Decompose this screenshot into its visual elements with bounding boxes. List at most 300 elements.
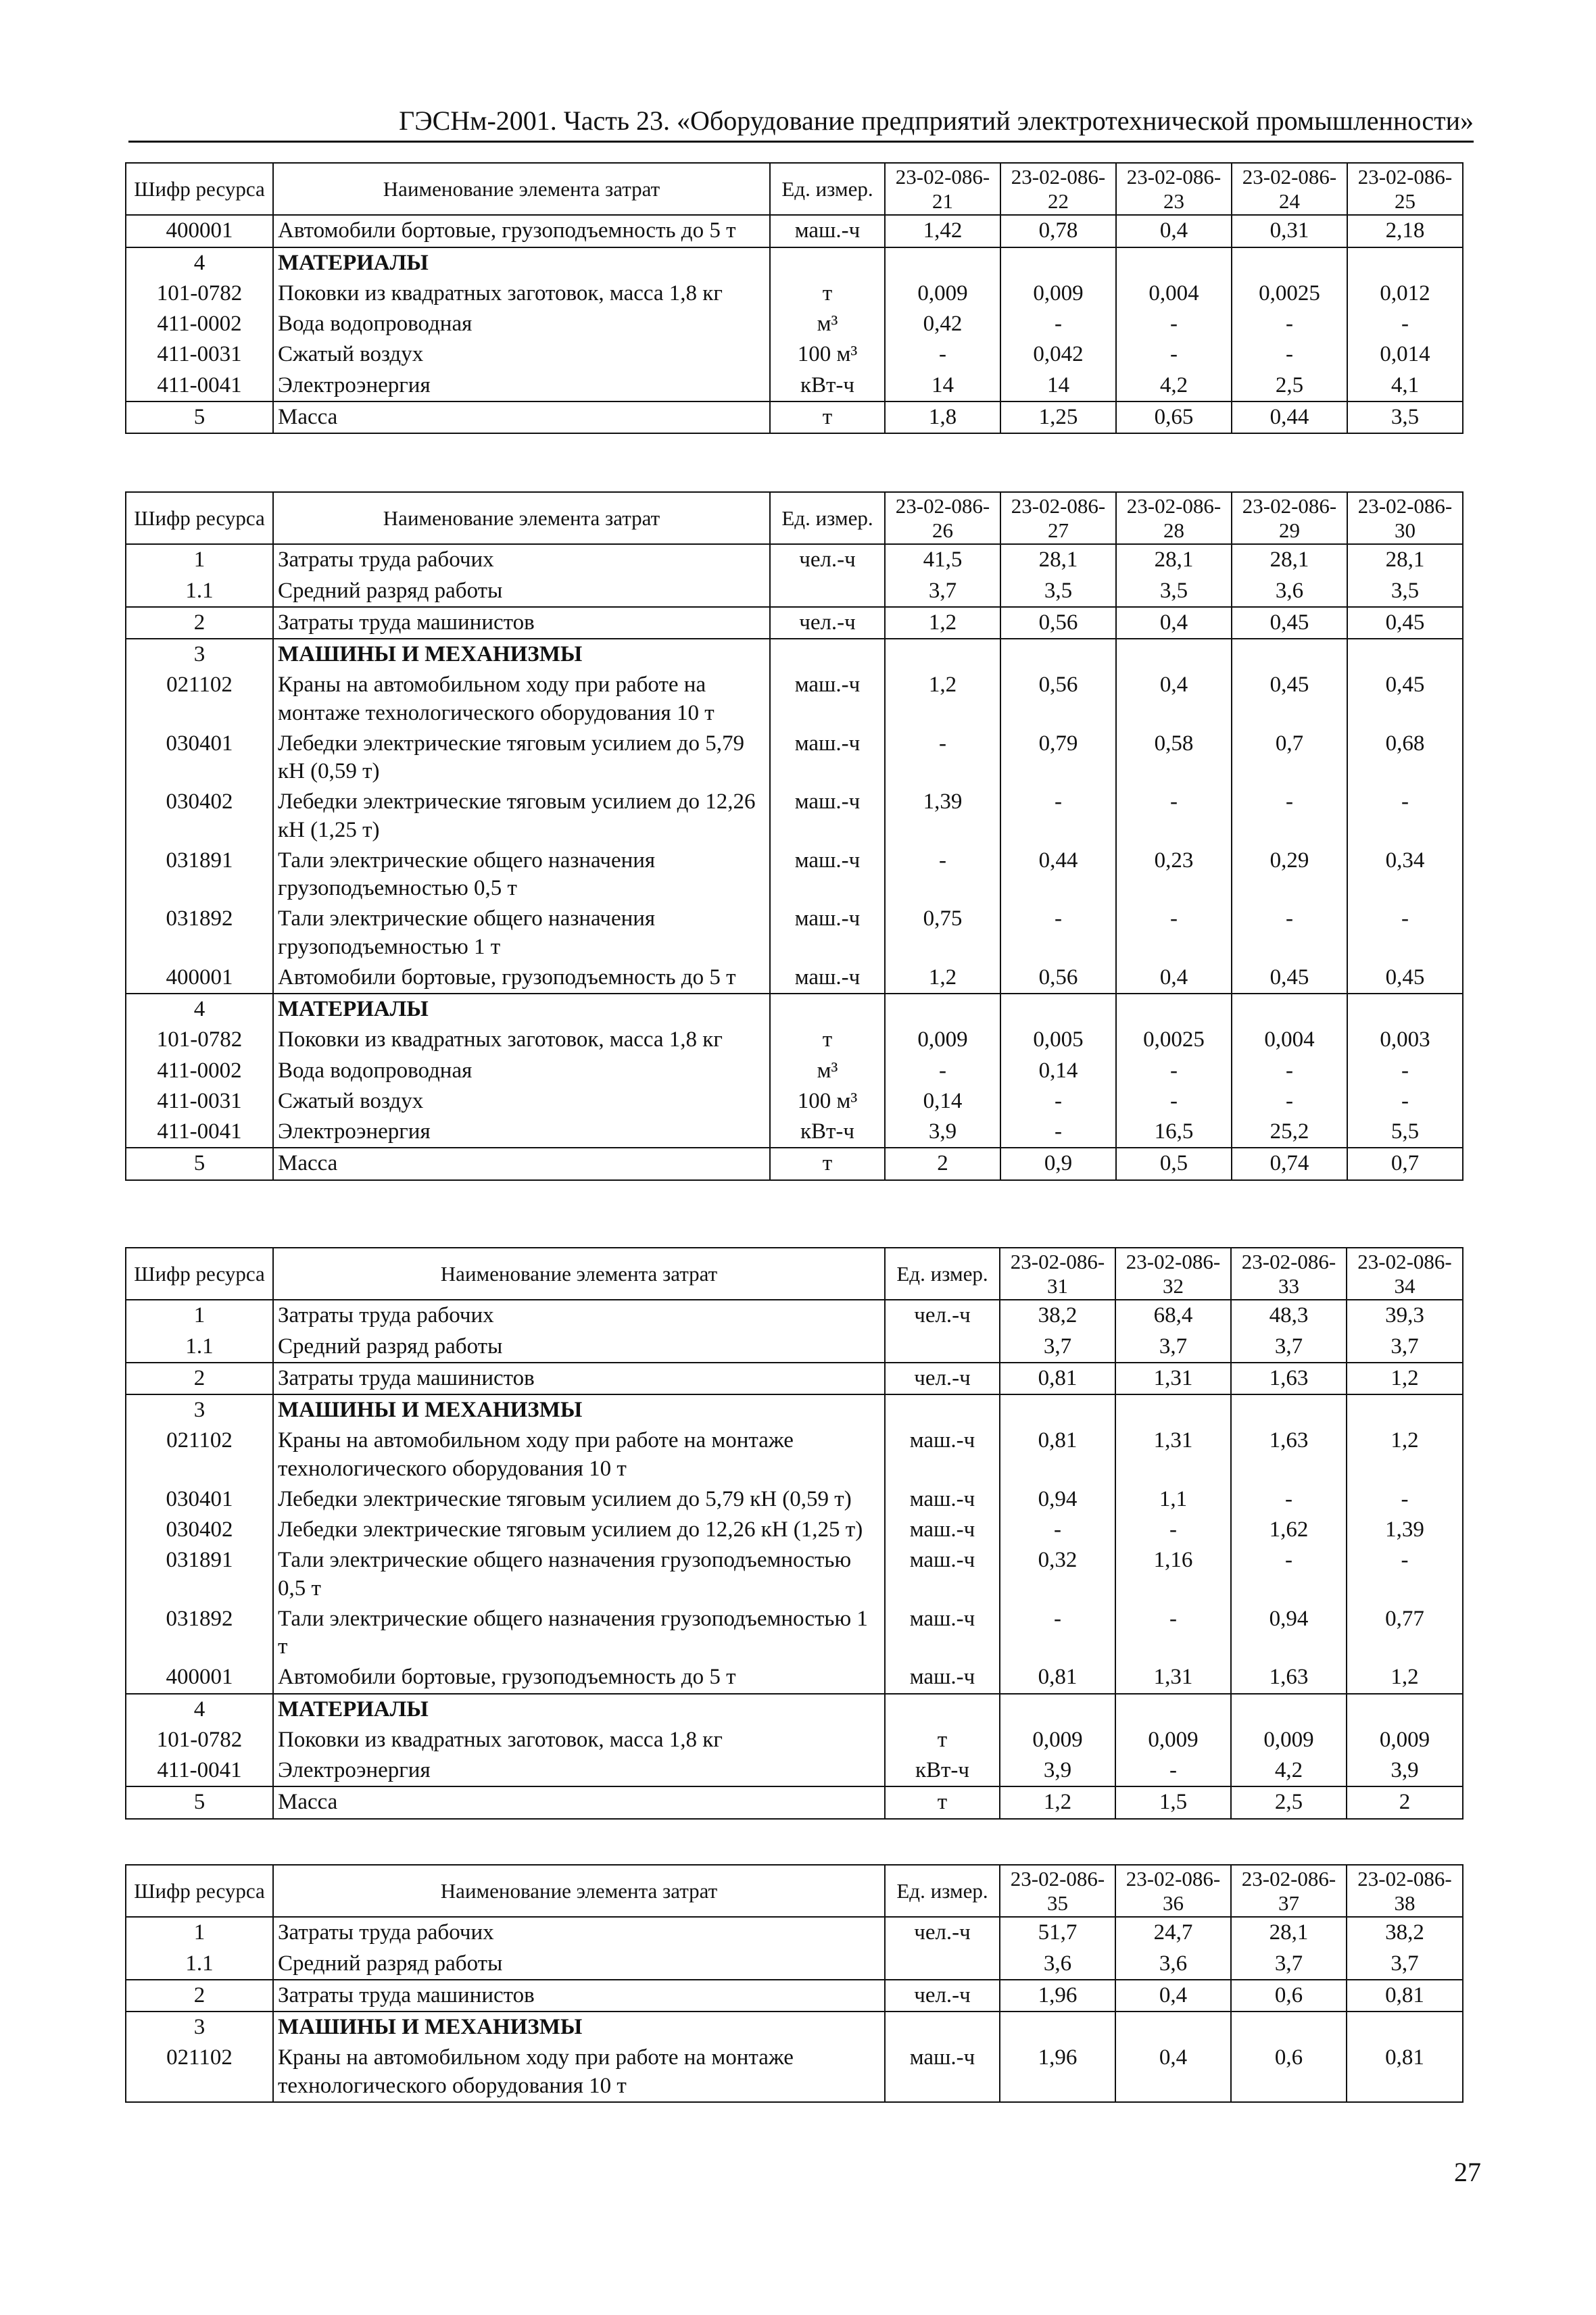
cell-unit: т <box>885 1786 1000 1818</box>
cell-value: 51,7 <box>1000 1917 1115 1948</box>
table-row <box>126 1425 1463 1484</box>
cell-value: 1,62 <box>1231 1515 1347 1545</box>
cell-value: 3,7 <box>1231 1332 1347 1363</box>
cell-value: - <box>1000 1515 1115 1545</box>
cell-value <box>1232 994 1347 1025</box>
cell-value <box>1115 1694 1231 1725</box>
cell-unit: маш.-ч <box>885 1425 1000 1484</box>
cell-value: 0,77 <box>1347 1604 1463 1663</box>
cell-code: 400001 <box>126 1662 273 1693</box>
cell-code: 411-0002 <box>126 1056 273 1086</box>
cell-code: 031892 <box>126 904 273 962</box>
cell-value: 1,63 <box>1231 1363 1347 1394</box>
cell-name: Автомобили бортовые, грузоподъемность до 5 т <box>273 215 770 247</box>
cell-value: 1,2 <box>1347 1425 1463 1484</box>
cell-unit <box>885 2012 1000 2043</box>
cell-value <box>1116 994 1232 1025</box>
cell-code: 1.1 <box>126 1332 273 1363</box>
table-row <box>126 1949 1463 1980</box>
cell-code: 411-0041 <box>126 1755 273 1786</box>
cell-value: - <box>1347 1056 1463 1086</box>
cell-value: 0,009 <box>1000 1725 1115 1755</box>
cell-name: Электроэнергия <box>273 1117 770 1148</box>
cell-value: 0,45 <box>1232 670 1347 729</box>
cell-code: 031891 <box>126 1545 273 1604</box>
cell-name: Затраты труда рабочих <box>273 1917 885 1948</box>
cell-unit: маш.-ч <box>770 729 885 787</box>
cell-value: 0,004 <box>1232 1025 1347 1055</box>
cell-value <box>1000 2012 1115 2043</box>
cell-value: - <box>885 846 1000 904</box>
table-row <box>126 339 1463 370</box>
cell-value: 0,003 <box>1347 1025 1463 1055</box>
cell-value: - <box>1347 1086 1463 1117</box>
table-row <box>126 1394 1463 1425</box>
cell-unit: маш.-ч <box>770 787 885 846</box>
cell-value: - <box>1116 1056 1232 1086</box>
cell-value: 1,39 <box>885 787 1000 846</box>
cell-value: 1,96 <box>1000 1980 1115 2012</box>
cell-code: 400001 <box>126 962 273 994</box>
cell-value: 0,0025 <box>1232 278 1347 309</box>
cell-code: 3 <box>126 639 273 670</box>
cell-name: Масса <box>273 401 770 433</box>
cell-value: 0,45 <box>1347 962 1463 994</box>
cell-name: Поковки из квадратных заготовок, масса 1,8 кг <box>273 278 770 309</box>
table-row <box>126 401 1463 433</box>
cell-code: 5 <box>126 1786 273 1818</box>
cell-value: - <box>1116 1086 1232 1117</box>
header-unit: Ед. измер. <box>885 1248 1000 1300</box>
cell-name: Лебедки электрические тяговым усилием до 12,26 кН (1,25 т) <box>273 787 770 846</box>
table-row <box>126 1148 1463 1179</box>
cell-name: Тали электрические общего назначения грузоподъемностью 1 т <box>273 1604 885 1663</box>
cell-code: 5 <box>126 401 273 433</box>
cell-value: - <box>1000 1086 1116 1117</box>
cell-name: Тали электрические общего назначения грузоподъемностью 1 т <box>273 904 770 962</box>
cell-value: 4,2 <box>1116 370 1232 401</box>
cell-name: МАТЕРИАЛЫ <box>273 247 770 278</box>
header-unit: Ед. измер. <box>885 1865 1000 1917</box>
cell-value: 1,5 <box>1115 1786 1231 1818</box>
cell-value <box>1347 639 1463 670</box>
cell-code: 411-0002 <box>126 309 273 339</box>
cell-value: 16,5 <box>1116 1117 1232 1148</box>
header-norm-code: 23-02-086-34 <box>1347 1248 1463 1300</box>
cell-code: 2 <box>126 1980 273 2012</box>
cell-name: Тали электрические общего назначения грузоподъемностью 0,5 т <box>273 1545 885 1604</box>
cell-code: 411-0031 <box>126 1086 273 1117</box>
cell-value: 0,81 <box>1000 1662 1115 1693</box>
cell-code: 4 <box>126 247 273 278</box>
cell-unit: чел.-ч <box>885 1363 1000 1394</box>
cell-value: 1,1 <box>1115 1484 1231 1515</box>
cell-value <box>1000 1694 1115 1725</box>
cell-name: Поковки из квадратных заготовок, масса 1,8 кг <box>273 1025 770 1055</box>
cell-value: 1,39 <box>1347 1515 1463 1545</box>
cell-unit: кВт-ч <box>770 370 885 401</box>
cell-value <box>1000 1394 1115 1425</box>
cell-value: 14 <box>885 370 1000 401</box>
cell-name: МАШИНЫ И МЕХАНИЗМЫ <box>273 639 770 670</box>
cell-code: 021102 <box>126 670 273 729</box>
cell-value: 1,2 <box>885 962 1000 994</box>
cell-name: Средний разряд работы <box>273 1949 885 1980</box>
cell-code: 3 <box>126 1394 273 1425</box>
cell-value: - <box>885 339 1000 370</box>
cell-unit: маш.-ч <box>770 215 885 247</box>
cell-value: 28,1 <box>1232 544 1347 575</box>
cell-name: Сжатый воздух <box>273 1086 770 1117</box>
cell-name: Затраты труда машинистов <box>273 607 770 639</box>
cell-value <box>1116 247 1232 278</box>
cell-value: - <box>1232 309 1347 339</box>
cell-value <box>885 247 1000 278</box>
cell-value: - <box>1232 1086 1347 1117</box>
cell-value: 14 <box>1000 370 1116 401</box>
table-row <box>126 1515 1463 1545</box>
cell-value: 0,005 <box>1000 1025 1116 1055</box>
cell-value: - <box>1116 904 1232 962</box>
cell-code: 4 <box>126 1694 273 1725</box>
table-header-row <box>126 492 1463 544</box>
cell-name: Затраты труда рабочих <box>273 1300 885 1331</box>
cell-code: 1.1 <box>126 576 273 607</box>
header-norm-code: 23-02-086-37 <box>1231 1865 1347 1917</box>
cell-code: 021102 <box>126 1425 273 1484</box>
cell-value: 25,2 <box>1232 1117 1347 1148</box>
cell-value: - <box>1116 339 1232 370</box>
cell-code: 2 <box>126 607 273 639</box>
cell-value: 0,74 <box>1232 1148 1347 1179</box>
cell-code: 1 <box>126 544 273 575</box>
table-row <box>126 670 1463 729</box>
cell-value: 3,7 <box>885 576 1000 607</box>
cell-value: 0,4 <box>1116 670 1232 729</box>
cell-value: - <box>1115 1755 1231 1786</box>
cell-value: 0,58 <box>1116 729 1232 787</box>
header-norm-code: 23-02-086-30 <box>1347 492 1463 544</box>
header-norm-code: 23-02-086-27 <box>1000 492 1116 544</box>
cell-name: МАШИНЫ И МЕХАНИЗМЫ <box>273 1394 885 1425</box>
cell-code: 101-0782 <box>126 278 273 309</box>
header-norm-code: 23-02-086-22 <box>1000 163 1116 215</box>
cell-value: 0,23 <box>1116 846 1232 904</box>
cell-value: - <box>1231 1545 1347 1604</box>
cell-code: 3 <box>126 2012 273 2043</box>
cell-value <box>1347 247 1463 278</box>
table-row <box>126 1545 1463 1604</box>
cell-value: 0,4 <box>1116 607 1232 639</box>
header-code: Шифр ресурса <box>126 1865 273 1917</box>
header-name: Наименование элемента затрат <box>273 163 770 215</box>
header-unit: Ед. измер. <box>770 492 885 544</box>
table-row <box>126 1117 1463 1148</box>
table-row <box>126 576 1463 607</box>
cell-value <box>885 994 1000 1025</box>
cell-unit <box>885 1949 1000 1980</box>
cell-name: Масса <box>273 1148 770 1179</box>
cell-name: Поковки из квадратных заготовок, масса 1,8 кг <box>273 1725 885 1755</box>
cell-value: 3,7 <box>1000 1332 1115 1363</box>
cell-value: 3,7 <box>1347 1949 1463 1980</box>
cell-unit: маш.-ч <box>770 962 885 994</box>
cell-value <box>1232 247 1347 278</box>
cell-value: 0,81 <box>1000 1363 1115 1394</box>
cell-value <box>1231 1394 1347 1425</box>
cell-value: - <box>885 1056 1000 1086</box>
cell-value: 0,31 <box>1232 215 1347 247</box>
cell-value: 68,4 <box>1115 1300 1231 1331</box>
table-row <box>126 1725 1463 1755</box>
cell-unit <box>770 994 885 1025</box>
cell-name: Масса <box>273 1786 885 1818</box>
cell-name: Тали электрические общего назначения грузоподъемностью 0,5 т <box>273 846 770 904</box>
cell-unit: маш.-ч <box>885 2043 1000 2102</box>
cell-code: 030401 <box>126 729 273 787</box>
cell-value: - <box>1232 1056 1347 1086</box>
cell-unit <box>885 1694 1000 1725</box>
cell-name: Вода водопроводная <box>273 1056 770 1086</box>
cell-value: 0,45 <box>1232 962 1347 994</box>
cell-unit: маш.-ч <box>770 904 885 962</box>
cell-value: 2,5 <box>1232 370 1347 401</box>
table-row <box>126 309 1463 339</box>
cell-name: Автомобили бортовые, грузоподъемность до 5 т <box>273 962 770 994</box>
cell-value: 0,56 <box>1000 670 1116 729</box>
cell-value: 2,5 <box>1231 1786 1347 1818</box>
cell-code: 1.1 <box>126 1949 273 1980</box>
cell-value: 1,16 <box>1115 1545 1231 1604</box>
cell-unit: т <box>885 1725 1000 1755</box>
cell-value: 39,3 <box>1347 1300 1463 1331</box>
table-row <box>126 846 1463 904</box>
cell-value: 1,31 <box>1115 1363 1231 1394</box>
header-norm-code: 23-02-086-29 <box>1232 492 1347 544</box>
cell-unit: маш.-ч <box>770 846 885 904</box>
cell-value: 1,63 <box>1231 1662 1347 1693</box>
page-header: ГЭСНм-2001. Часть 23. «Оборудование предприятий электротехнической промышленности» <box>128 105 1474 143</box>
cell-name: Краны на автомобильном ходу при работе на монтаже технологического оборудования 10 т <box>273 2043 885 2102</box>
cell-value: - <box>1116 787 1232 846</box>
cell-value <box>1000 247 1116 278</box>
cell-value: 1,2 <box>1347 1662 1463 1693</box>
page-number: 27 <box>1454 2157 1481 2187</box>
cell-value: - <box>1347 787 1463 846</box>
cell-unit: маш.-ч <box>885 1515 1000 1545</box>
cell-unit: т <box>770 278 885 309</box>
table-header-row <box>126 1248 1463 1300</box>
cell-name: Краны на автомобильном ходу при работе на монтаже технологического оборудования 10 т <box>273 670 770 729</box>
cell-value: 1,25 <box>1000 401 1116 433</box>
table-header-row <box>126 163 1463 215</box>
cell-value: - <box>1347 1545 1463 1604</box>
table-row <box>126 1056 1463 1086</box>
cell-code: 1 <box>126 1300 273 1331</box>
cell-value: - <box>1000 787 1116 846</box>
cell-value <box>1115 2012 1231 2043</box>
header-name: Наименование элемента затрат <box>273 492 770 544</box>
cell-value: 2,18 <box>1347 215 1463 247</box>
cell-value: - <box>1116 309 1232 339</box>
table-row <box>126 2012 1463 2043</box>
cell-name: Краны на автомобильном ходу при работе на монтаже технологического оборудования 10 т <box>273 1425 885 1484</box>
cell-unit: чел.-ч <box>885 1917 1000 1948</box>
cell-value <box>1347 1394 1463 1425</box>
cell-value: 3,6 <box>1000 1949 1115 1980</box>
cell-value: 3,6 <box>1232 576 1347 607</box>
header-norm-code: 23-02-086-38 <box>1347 1865 1463 1917</box>
cell-value: 0,79 <box>1000 729 1116 787</box>
cell-value: 3,7 <box>1115 1332 1231 1363</box>
norms-table-1 <box>125 162 1464 434</box>
cell-value: 0,014 <box>1347 339 1463 370</box>
header-code: Шифр ресурса <box>126 492 273 544</box>
cell-code: 4 <box>126 994 273 1025</box>
cell-value: 3,9 <box>1347 1755 1463 1786</box>
cell-value: 0,81 <box>1347 2043 1463 2102</box>
table-row <box>126 1980 1463 2012</box>
norms-table-4 <box>125 1864 1464 2103</box>
cell-value <box>1116 639 1232 670</box>
cell-value: 0,4 <box>1115 2043 1231 2102</box>
cell-code: 411-0041 <box>126 1117 273 1148</box>
cell-value <box>1231 1694 1347 1725</box>
cell-value: 3,7 <box>1347 1332 1463 1363</box>
cell-value: - <box>1231 1484 1347 1515</box>
cell-value: 0,32 <box>1000 1545 1115 1604</box>
cell-code: 1 <box>126 1917 273 1948</box>
cell-unit: т <box>770 1148 885 1179</box>
header-norm-code: 23-02-086-31 <box>1000 1248 1115 1300</box>
cell-value: 0,29 <box>1232 846 1347 904</box>
cell-code: 400001 <box>126 215 273 247</box>
cell-value: 0,009 <box>1347 1725 1463 1755</box>
table-row <box>126 1755 1463 1786</box>
cell-unit: маш.-ч <box>885 1604 1000 1663</box>
table-row <box>126 1363 1463 1394</box>
cell-value: 0,45 <box>1347 670 1463 729</box>
cell-value: 4,1 <box>1347 370 1463 401</box>
cell-value: 0,14 <box>1000 1056 1116 1086</box>
cell-value: 0,4 <box>1116 962 1232 994</box>
cell-unit: маш.-ч <box>885 1484 1000 1515</box>
cell-value: 0,009 <box>885 278 1000 309</box>
cell-value: 2 <box>885 1148 1000 1179</box>
table-row <box>126 607 1463 639</box>
cell-value: 28,1 <box>1116 544 1232 575</box>
cell-value: 0,75 <box>885 904 1000 962</box>
cell-value: 0,34 <box>1347 846 1463 904</box>
cell-value: 1,31 <box>1115 1425 1231 1484</box>
cell-name: Затраты труда рабочих <box>273 544 770 575</box>
cell-value: 3,5 <box>1347 576 1463 607</box>
cell-unit: т <box>770 1025 885 1055</box>
cell-value: - <box>1000 1117 1116 1148</box>
cell-value: 0,009 <box>1231 1725 1347 1755</box>
cell-value: 1,63 <box>1231 1425 1347 1484</box>
cell-name: Затраты труда машинистов <box>273 1363 885 1394</box>
cell-value: 5,5 <box>1347 1117 1463 1148</box>
table-row <box>126 215 1463 247</box>
cell-code: 411-0031 <box>126 339 273 370</box>
header-name: Наименование элемента затрат <box>273 1248 885 1300</box>
cell-name: Средний разряд работы <box>273 576 770 607</box>
table-row <box>126 1786 1463 1818</box>
cell-value: 1,2 <box>1347 1363 1463 1394</box>
table-row <box>126 639 1463 670</box>
cell-value: 1,31 <box>1115 1662 1231 1693</box>
cell-value <box>1000 994 1116 1025</box>
table-row <box>126 1484 1463 1515</box>
cell-value: 28,1 <box>1347 544 1463 575</box>
header-norm-code: 23-02-086-24 <box>1232 163 1347 215</box>
header-code: Шифр ресурса <box>126 1248 273 1300</box>
cell-unit: маш.-ч <box>770 670 885 729</box>
cell-name: Средний разряд работы <box>273 1332 885 1363</box>
cell-value: - <box>1347 309 1463 339</box>
cell-name: Лебедки электрические тяговым усилием до 12,26 кН (1,25 т) <box>273 1515 885 1545</box>
cell-unit: чел.-ч <box>885 1300 1000 1331</box>
table-row <box>126 1604 1463 1663</box>
cell-value: - <box>1232 787 1347 846</box>
cell-value: 0,6 <box>1231 2043 1347 2102</box>
header-norm-code: 23-02-086-36 <box>1115 1865 1231 1917</box>
cell-code: 2 <box>126 1363 273 1394</box>
table-row <box>126 904 1463 962</box>
cell-unit: маш.-ч <box>885 1662 1000 1693</box>
cell-name: Затраты труда машинистов <box>273 1980 885 2012</box>
header-name: Наименование элемента затрат <box>273 1865 885 1917</box>
cell-value: - <box>1347 1484 1463 1515</box>
cell-value: 0,012 <box>1347 278 1463 309</box>
norms-table-2 <box>125 491 1464 1181</box>
cell-value: 3,9 <box>885 1117 1000 1148</box>
cell-name: Электроэнергия <box>273 1755 885 1786</box>
cell-unit: кВт-ч <box>770 1117 885 1148</box>
cell-value: - <box>1115 1604 1231 1663</box>
cell-value: 2 <box>1347 1786 1463 1818</box>
cell-value <box>1232 639 1347 670</box>
cell-value: 0,042 <box>1000 339 1116 370</box>
cell-value: 3,6 <box>1115 1949 1231 1980</box>
table-row <box>126 1662 1463 1693</box>
cell-unit: т <box>770 401 885 433</box>
table-row <box>126 1332 1463 1363</box>
cell-value: 0,009 <box>1000 278 1116 309</box>
cell-unit <box>885 1332 1000 1363</box>
cell-value: 0,81 <box>1347 1980 1463 2012</box>
cell-unit <box>770 639 885 670</box>
header-norm-code: 23-02-086-25 <box>1347 163 1463 215</box>
table-row <box>126 1917 1463 1948</box>
cell-value: 0,42 <box>885 309 1000 339</box>
cell-value <box>1347 994 1463 1025</box>
cell-value: 0,7 <box>1347 1148 1463 1179</box>
cell-code: 030402 <box>126 1515 273 1545</box>
cell-value: 0,4 <box>1115 1980 1231 2012</box>
cell-value: - <box>1232 904 1347 962</box>
cell-value: 0,44 <box>1000 846 1116 904</box>
cell-value: 0,009 <box>885 1025 1000 1055</box>
cell-value: 4,2 <box>1231 1755 1347 1786</box>
cell-value: 0,45 <box>1232 607 1347 639</box>
cell-value: 0,004 <box>1116 278 1232 309</box>
cell-unit: чел.-ч <box>885 1980 1000 2012</box>
cell-unit <box>770 576 885 607</box>
header-norm-code: 23-02-086-33 <box>1231 1248 1347 1300</box>
cell-value: 3,9 <box>1000 1755 1115 1786</box>
